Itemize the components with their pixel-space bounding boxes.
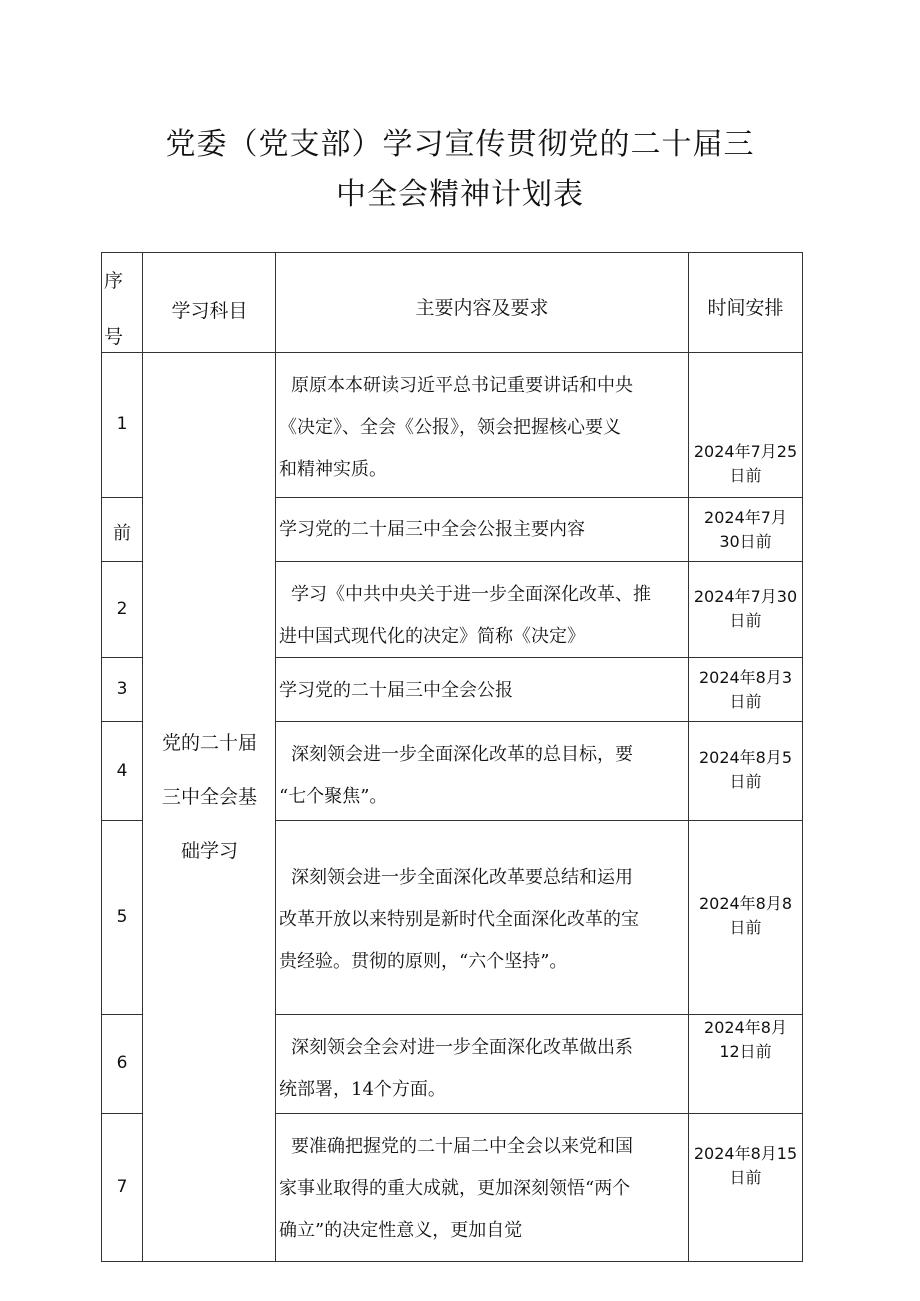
row-number: 6 (116, 1053, 128, 1073)
time-line: 2024年7月30 (693, 587, 798, 606)
time-line: 2024年8月 (704, 1018, 787, 1037)
row-divider (275, 1113, 803, 1114)
subject-line: 三中全会基 (161, 786, 257, 808)
row-content (279, 512, 585, 548)
row-time (689, 666, 802, 714)
row-divider (101, 497, 142, 498)
row-content (279, 1030, 633, 1108)
content-line: 贵经验。贯彻的原则，“六个坚持”。 (279, 951, 568, 972)
row-divider (275, 561, 803, 562)
row-content (279, 673, 513, 709)
content-line: 改革开放以来特别是新时代全面深化改革的宝 (279, 909, 639, 930)
row-divider (275, 820, 803, 821)
time-line: 2024年7月25 (693, 442, 798, 461)
row-divider (101, 1113, 142, 1114)
time-line: 日前 (729, 772, 762, 791)
row-time (689, 1142, 802, 1190)
row-divider (275, 1014, 803, 1015)
table-border-left (101, 252, 102, 1262)
row-divider (101, 561, 142, 562)
row-content (279, 860, 639, 980)
content-line: 深刻领会进一步全面深化改革的总目标，要 (291, 744, 633, 765)
row-number: 前 (113, 523, 131, 544)
subject-line: 础学习 (180, 840, 238, 862)
table-border-right (802, 252, 803, 1262)
row-time (689, 892, 802, 940)
row-divider (275, 497, 803, 498)
row-divider (275, 721, 803, 722)
header-seq-bottom: 号 (104, 326, 124, 348)
time-line: 日前 (729, 1168, 762, 1187)
time-line: 日前 (729, 918, 762, 937)
row-divider (275, 657, 803, 658)
header-time: 时间安排 (707, 297, 784, 319)
content-line: 统部署，14个方面。 (279, 1079, 446, 1100)
row-time (689, 506, 802, 554)
content-line: 学习《中共中央关于进一步全面深化改革、推 (291, 584, 651, 605)
time-line: 30日前 (719, 532, 772, 551)
time-line: 2024年8月15 (693, 1144, 798, 1163)
content-line: 深刻领会进一步全面深化改革要总结和运用 (291, 867, 633, 888)
time-line: 日前 (729, 466, 762, 485)
content-line: 《决定》、全会《公报》，领会把握核心要义 (279, 417, 621, 438)
document-title-line1: 党委（党支部）学习宣传贯彻党的二十届三 (165, 127, 755, 162)
row-number: 2 (116, 599, 128, 619)
row-time (689, 440, 802, 488)
row-number: 7 (116, 1177, 128, 1197)
row-divider (101, 820, 142, 821)
row-number: 4 (116, 761, 128, 781)
row-time (689, 746, 802, 794)
content-line: 家事业取得的重大成就，更加深刻领悟“两个 (279, 1178, 631, 1199)
content-line: 要准确把握党的二十届二中全会以来党和国 (291, 1136, 633, 1157)
content-line: 原原本本研读习近平总书记重要讲话和中央 (291, 375, 633, 396)
row-content (279, 737, 633, 815)
header-content: 主要内容及要求 (415, 297, 549, 319)
row-divider (101, 1014, 142, 1015)
header-seq-top: 序 (104, 270, 124, 292)
row-number: 5 (116, 907, 128, 927)
header-subject: 学习科目 (171, 300, 248, 322)
row-time (689, 585, 802, 633)
content-line: 和精神实质。 (279, 459, 387, 480)
table-border-top (101, 252, 803, 253)
row-content (279, 1129, 633, 1249)
time-line: 日前 (729, 692, 762, 711)
time-line: 2024年8月3 (698, 668, 793, 687)
content-line: 学习党的二十届三中全会公报主要内容 (279, 519, 585, 540)
time-line: 2024年8月8 (698, 894, 793, 913)
row-number: 1 (116, 414, 128, 434)
row-content (279, 577, 651, 655)
content-line: 进中国式现代化的决定》简称《决定》 (279, 626, 585, 647)
time-line: 日前 (729, 611, 762, 630)
content-line: 学习党的二十届三中全会公报 (279, 680, 513, 701)
row-time (689, 1016, 802, 1064)
header-divider (101, 352, 803, 353)
subject-merged-cell (143, 716, 276, 878)
row-content (279, 368, 633, 488)
subject-line: 党的二十届 (161, 732, 257, 754)
table-border-bottom (101, 1261, 803, 1262)
row-divider (101, 721, 142, 722)
row-number: 3 (116, 679, 128, 699)
time-line: 12日前 (719, 1042, 772, 1061)
time-line: 2024年7月 (704, 508, 787, 527)
content-line: “七个聚焦”。 (279, 786, 388, 807)
content-line: 确立”的决定性意义，更加自觉 (279, 1220, 523, 1241)
time-line: 2024年8月5 (698, 748, 793, 767)
row-divider (101, 657, 142, 658)
content-line: 深刻领会全会对进一步全面深化改革做出系 (291, 1037, 633, 1058)
document-title-line2: 中全会精神计划表 (336, 177, 584, 212)
